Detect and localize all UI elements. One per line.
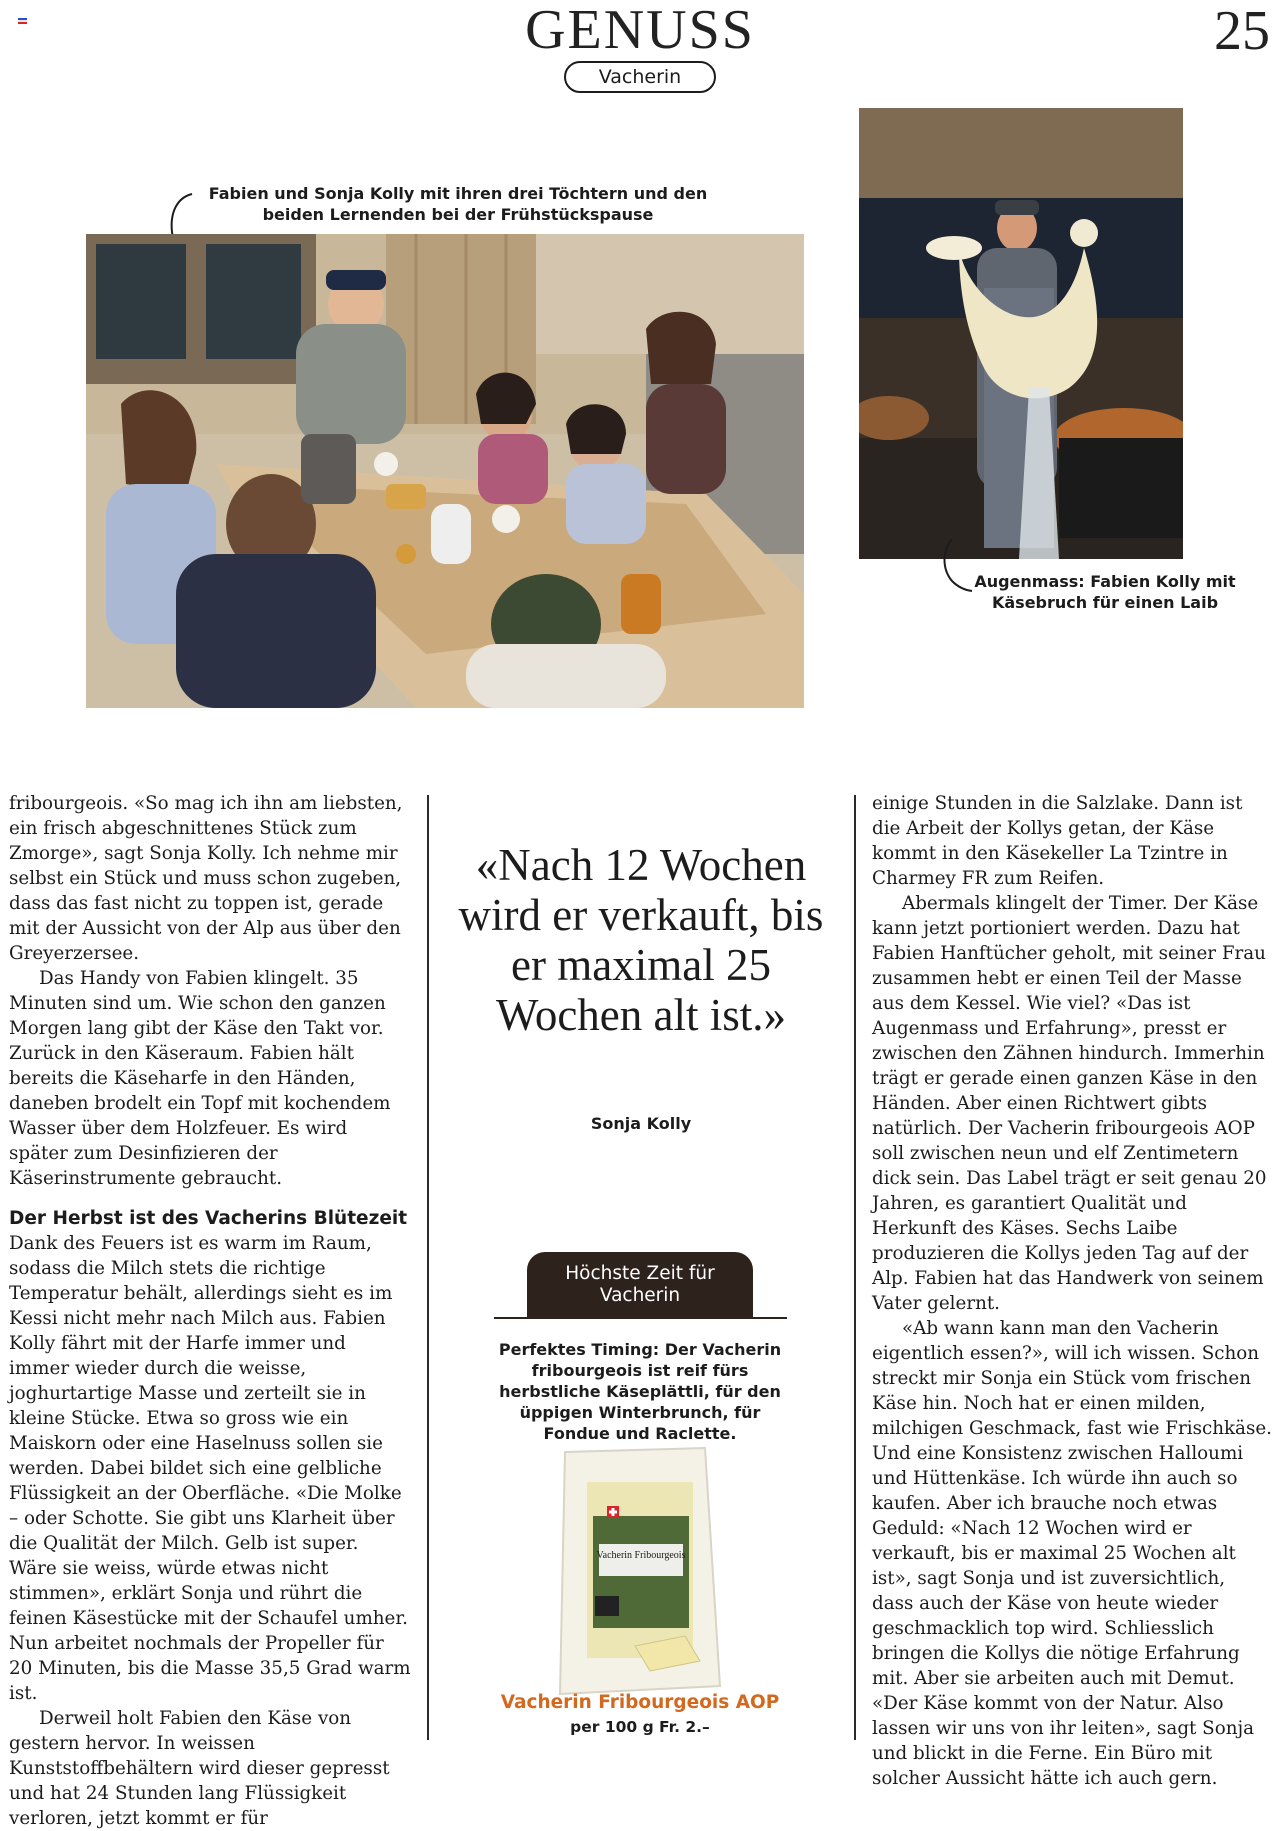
product-box-title: Höchste Zeit für Vacherin: [527, 1252, 753, 1318]
cheesemaker-photo: [859, 108, 1183, 559]
paragraph: fribourgeois. «So mag ich ihn am liebsten, ein frisch abgeschnittenes Stück zum Zmorge», sagt Sonja Kolly. Ich nehme mir selbst ein Stück und muss schon zugeben, dass das fast nicht zu toppen ist, gerade mit der Aussicht von der Alp aus über den Greyerzersee.: [9, 793, 403, 964]
paragraph: «Ab wann kann man den Vacherin eigentlich essen?», will ich wissen. Schon streckt mir Sonja ein Stück vom frischen Käse hin. Noch hat er einen milden, milchigen Geschmack, fast wie Frischkäse. Und eine Konsistenz zwischen Halloumi und Hüttenkäse. Ich würde ihn auch so kaufen. Aber ich brauche noch etwas Geduld: «Nach 12 Wochen wird er verkauft, bis er maximal 25 Wochen alt ist», sagt Sonja und ist zuversichtlich, dass auch der Käse von heute wieder geschmacklich top wird. Schliesslich bringen die Kollys die nötige Erfahrung mit. Aber sie arbeiten auch mit Demut. «Der Käse kommt von der Natur. Also lassen wir uns von ihr leiten», sagt Sonja und blickt in die Ferne. Ein Büro mit solcher Aussicht hätte ich auch gern.: [872, 1318, 1272, 1789]
package-label: Vacherin Fribourgeois: [596, 1550, 686, 1561]
photo-caption-cheesemaker: Augenmass: Fabien Kolly mit Käsebruch für einen Laib: [974, 572, 1236, 612]
flag-icon: [18, 18, 27, 24]
pull-quote: «Nach 12 Wochen wird er verkauft, bis er maximal 25 Wochen alt ist.»: [458, 840, 824, 1040]
paragraph: Dank des Feuers ist es warm im Raum, sodass die Milch stets die richtige Temperatur behält, allerdings sieht es im Kessi nicht mehr nach Milch aus. Fabien Kolly fährt mit der Harfe immer und immer wieder durch die weisse, joghurtartige Masse und zerteilt sie in kleine Stücke. Etwa so gross wie ein Maiskorn oder eine Haselnuss sollen sie werden. Dabei bildet sich eine gelbliche Flüssigkeit an der Oberfläche. «Die Molke – oder Schotte. Sie gibt uns Klarheit über die Qualität der Milch. Gelb ist super. Wäre sie weiss, würde etwas nicht stimmen», erklärt Sonja und rührt die feinen Käsestücke mit der Schaufel umher. Nun arbeitet nochmals der Propeller für 20 Minuten, bis die Masse 35,5 Grad warm ist.: [9, 1233, 411, 1704]
breakfast-photo: [86, 234, 804, 708]
section-title: GENUSS: [525, 0, 755, 61]
product-description: Perfektes Timing: Der Vacherin fribourgeois ist reif fürs herbstliche Käseplättli, für den üppigen Winterbrunch, für Fondue und Raclette.: [498, 1340, 782, 1443]
product-name: Vacherin Fribourgeois AOP: [500, 1692, 780, 1713]
paragraph: Derweil holt Fabien den Käse von gestern hervor. In weissen Kunststoffbehältern wird dieser gepresst und hat 24 Stunden lang Flüssigkeit verloren, jetzt kommt er für: [9, 1708, 390, 1829]
paragraph: Abermals klingelt der Timer. Der Käse kann jetzt portioniert werden. Dazu hat Fabien Hanftücher geholt, mit seiner Frau zusammen hebt er einen Teil der Masse aus dem Kessel. Wie viel? «Das ist Augenmass und Erfahrung», presst er zwischen den Zähnen hindurch. Immerhin trägt er gerade einen ganzen Käse in den Händen. Aber einen Richtwert gibts natürlich. Der Vacherin fribourgeois AOP soll zwischen neun und elf Zentimetern dick sein. Das Label trägt er seit genau 20 Jahren, es garantiert Qualität und Herkunft des Käses. Sechs Laibe produzieren die Kollys jeden Tag auf der Alp. Fabien hat das Handwerk von seinem Vater gelernt.: [872, 893, 1267, 1314]
article-column-left: [9, 791, 411, 1831]
product-price: per 100 g Fr. 2.–: [570, 1718, 710, 1736]
paragraph: einige Stunden in die Salzlake. Dann ist die Arbeit der Kollys getan, der Käse kommt in den Käsekeller La Tzintre in Charmey FR zum Reifen.: [872, 793, 1243, 889]
photo-caption-breakfast: Fabien und Sonja Kolly mit ihren drei Töchtern und den beiden Lernenden bei der Frühstückspause: [208, 184, 708, 224]
caption-hook-icon: [940, 537, 974, 593]
cheese-package-image: [555, 1446, 725, 1696]
quote-author: Sonja Kolly: [590, 1114, 692, 1133]
column-divider: [854, 795, 856, 1740]
product-box-rule: [494, 1317, 787, 1319]
section-tag: Vacherin: [564, 61, 716, 93]
article-subheading: Der Herbst ist des Vacherins Blütezeit: [9, 1208, 408, 1229]
paragraph: Das Handy von Fabien klingelt. 35 Minuten sind um. Wie schon den ganzen Morgen lang gibt der Käse den Takt vor. Zurück in den Käseraum. Fabien hält bereits die Käseharfe in den Händen, daneben brodelt ein Topf mit kochendem Wasser über dem Holzfeuer. Es wird später zum Desinfizieren der Käserinstrumente gebraucht.: [9, 968, 391, 1189]
page-number: 25: [1214, 0, 1270, 62]
column-divider: [427, 795, 429, 1740]
article-column-right: [872, 791, 1272, 1791]
